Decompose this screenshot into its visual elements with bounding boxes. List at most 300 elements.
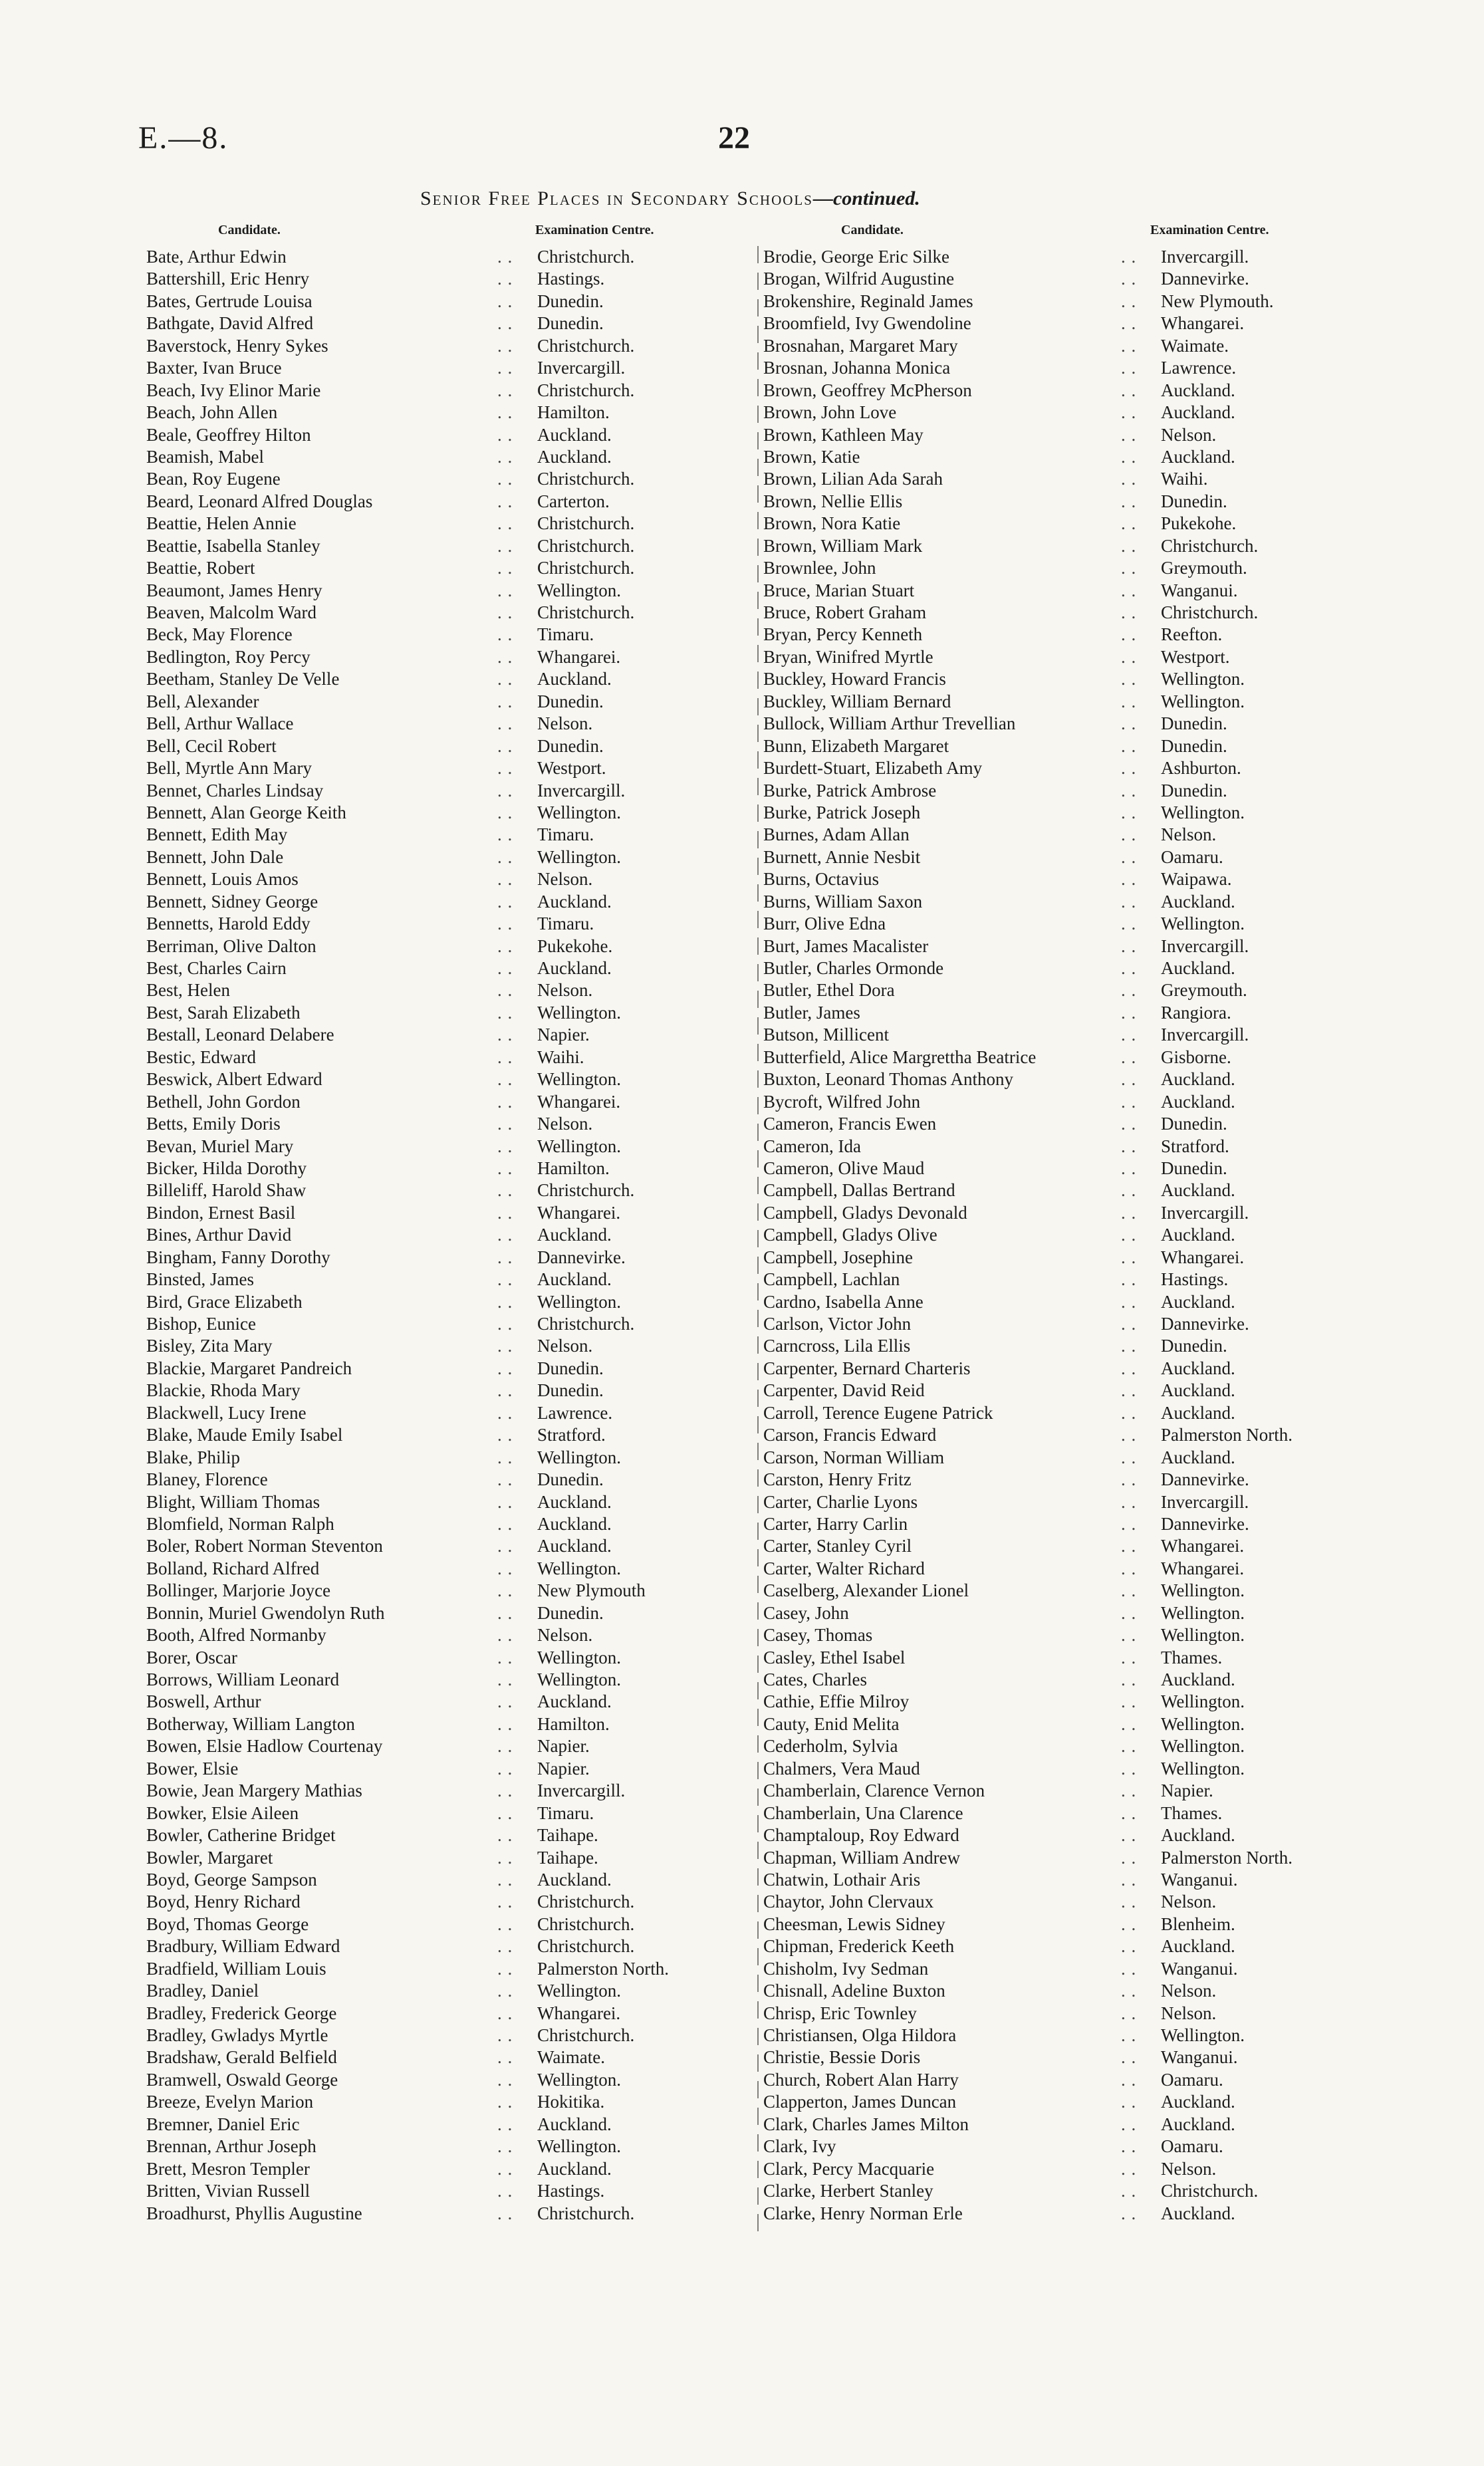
candidate-row [146, 1247, 731, 1269]
candidate-row [146, 1024, 731, 1046]
candidate-name: Cates, Charles [763, 1669, 867, 1689]
candidate-row [763, 1024, 1335, 1046]
candidate-name: Bestall, Leonard Delabere [146, 1025, 334, 1045]
candidate-row [146, 602, 731, 624]
candidate-name: Bell, Cecil Robert [146, 735, 277, 756]
candidate-row [763, 1113, 1335, 1135]
examination-centre: . . Stratford. [1161, 1136, 1229, 1158]
candidate-name: Bennett, John Dale [146, 846, 284, 867]
left-column [146, 246, 731, 2225]
candidate-name: Clapperton, James Duncan [763, 2092, 957, 2112]
examination-centre: . . Whangarei. [537, 1202, 620, 1224]
examination-centre: . . Auckland. [537, 2114, 612, 2136]
examination-centre: . . Wellington. [1161, 1758, 1245, 1780]
candidate-name: Baverstock, Henry Sykes [146, 335, 328, 356]
examination-centre: . . Auckland. [537, 668, 612, 690]
examination-centre: . . Waimate. [537, 2046, 605, 2068]
candidate-name: Bennet, Charles Lindsay [146, 780, 324, 801]
examination-centre: . . Waihi. [1161, 468, 1208, 490]
examination-centre: . . Hokitika. [537, 2091, 604, 2113]
candidate-row [763, 802, 1335, 824]
candidate-row [146, 1002, 731, 1024]
candidate-row [763, 1802, 1335, 1824]
candidate-row [763, 1980, 1335, 2002]
examination-centre: . . Auckland. [537, 446, 612, 468]
candidate-name: Bisley, Zita Mary [146, 1336, 273, 1356]
candidate-row [763, 1847, 1335, 1869]
candidate-row [146, 1580, 731, 1602]
candidate-name: Bryan, Winifred Myrtle [763, 646, 933, 667]
examination-centre: . . Dunedin. [537, 691, 604, 713]
examination-centre: . . Palmerston North. [1161, 1424, 1293, 1446]
candidate-name: Chamberlain, Clarence Vernon [763, 1781, 985, 1801]
candidate-name: Bicker, Hilda Dorothy [146, 1158, 307, 1178]
candidate-name: Blight, William Thomas [146, 1491, 320, 1512]
examination-centre: . . Lawrence. [1161, 357, 1236, 379]
examination-centre: . . Hamilton. [537, 402, 610, 424]
candidate-name: Blackie, Margaret Pandreich [146, 1358, 352, 1378]
candidate-name: Bruce, Marian Stuart [763, 580, 915, 600]
candidate-name: Burt, James Macalister [763, 935, 929, 956]
examination-centre: . . Palmerston North. [1161, 1847, 1293, 1869]
examination-centre: . . Wellington. [537, 1558, 621, 1580]
candidate-row [763, 1913, 1335, 1935]
examination-centre: . . Nelson. [537, 713, 592, 735]
candidate-row [763, 2046, 1335, 2068]
candidate-name: Botherway, William Langton [146, 1713, 355, 1734]
candidate-name: Casley, Ethel Isabel [763, 1647, 906, 1667]
candidate-name: Christiansen, Olga Hildora [763, 2025, 957, 2045]
candidate-name: Chisholm, Ivy Sedman [763, 1958, 929, 1979]
candidate-name: Bell, Alexander [146, 691, 259, 711]
candidate-row [763, 1535, 1335, 1557]
examination-centre: . . Auckland. [1161, 1358, 1235, 1380]
candidate-name: Brown, John Love [763, 402, 897, 423]
candidate-row [763, 1891, 1335, 1913]
candidate-name: Butterfield, Alice Margrettha Beatrice [763, 1047, 1037, 1067]
candidate-name: Campbell, Josephine [763, 1247, 913, 1267]
examination-centre: . . Auckland. [537, 1535, 612, 1557]
candidate-row [763, 668, 1335, 690]
examination-centre: . . Thames. [1161, 1647, 1222, 1669]
examination-centre: . . Dannevirke. [1161, 1513, 1249, 1535]
candidate-row [146, 1913, 731, 1935]
examination-centre: . . Wellington. [537, 1068, 621, 1090]
examination-centre: . . Wellington. [1161, 2025, 1245, 2046]
candidate-name: Burke, Patrick Ambrose [763, 780, 937, 801]
page-title [420, 187, 1085, 210]
candidate-name: Brown, Nellie Ellis [763, 491, 903, 511]
examination-centre: . . Timaru. [537, 624, 594, 646]
candidate-name: Bollinger, Marjorie Joyce [146, 1580, 331, 1601]
candidate-row [146, 246, 731, 268]
candidate-name: Carston, Henry Fritz [763, 1469, 912, 1490]
candidate-row [763, 1469, 1335, 1491]
candidate-row [146, 580, 731, 602]
candidate-name: Cederholm, Sylvia [763, 1736, 898, 1757]
candidate-name: Clark, Percy Macquarie [763, 2158, 935, 2179]
candidate-row [146, 1535, 731, 1557]
candidate-name: Bowen, Elsie Hadlow Courtenay [146, 1736, 383, 1757]
examination-centre: . . Hastings. [1161, 1269, 1228, 1291]
candidate-name: Blake, Philip [146, 1447, 240, 1467]
candidate-name: Brosnan, Johanna Monica [763, 358, 951, 378]
examination-centre: . . Dunedin. [1161, 780, 1227, 802]
candidate-row [763, 1735, 1335, 1757]
examination-centre: . . Wellington. [1161, 1624, 1245, 1646]
candidate-row [763, 513, 1335, 535]
candidate-row [763, 380, 1335, 402]
examination-centre: . . Wellington. [1161, 1602, 1245, 1624]
candidate-name: Bean, Roy Eugene [146, 469, 281, 489]
examination-centre: . . Whangarei. [1161, 312, 1244, 334]
examination-centre: . . Wellington. [1161, 1691, 1245, 1713]
examination-centre: . . Whangarei. [537, 1091, 620, 1113]
examination-centre: . . Dunedin. [537, 291, 604, 312]
candidate-name: Beaumont, James Henry [146, 580, 322, 600]
left-candidate-header: Candidate. [218, 223, 281, 237]
examination-centre: . . Whangarei. [1161, 1558, 1244, 1580]
candidate-row [146, 2025, 731, 2046]
candidate-row [763, 1669, 1335, 1691]
candidate-row [763, 1824, 1335, 1846]
examination-centre: . . Christchurch. [537, 335, 634, 357]
candidate-row [763, 1758, 1335, 1780]
candidate-name: Carpenter, Bernard Charteris [763, 1358, 971, 1378]
candidate-row [763, 1291, 1335, 1313]
candidate-row [146, 357, 731, 379]
candidate-row [763, 1447, 1335, 1469]
candidate-row [763, 2003, 1335, 2025]
candidate-name: Campbell, Lachlan [763, 1269, 900, 1290]
candidate-row [763, 580, 1335, 602]
candidate-row [763, 1335, 1335, 1357]
candidate-row [763, 1202, 1335, 1224]
examination-centre: . . Wellington. [537, 2069, 621, 2091]
candidate-name: Boyd, Thomas George [146, 1913, 309, 1934]
examination-centre: . . Hamilton. [537, 1158, 610, 1179]
examination-centre: . . Palmerston North. [537, 1958, 669, 1980]
candidate-name: Beaven, Malcolm Ward [146, 602, 316, 622]
candidate-row [146, 1424, 731, 1446]
examination-centre: . . Oamaru. [1161, 2136, 1223, 2158]
candidate-row [146, 1558, 731, 1580]
candidate-row [763, 1091, 1335, 1113]
candidate-row [146, 2046, 731, 2068]
examination-centre: . . Auckland. [1161, 1224, 1235, 1246]
candidate-row [146, 1780, 731, 1802]
candidate-name: Bowler, Catherine Bridget [146, 1825, 336, 1846]
candidate-row [763, 312, 1335, 334]
candidate-row [146, 1136, 731, 1158]
candidate-row [763, 1047, 1335, 1068]
examination-centre: . . Whangarei. [1161, 1247, 1244, 1269]
candidate-row [146, 1269, 731, 1291]
candidate-name: Beattie, Helen Annie [146, 513, 297, 534]
candidate-name: Blaney, Florence [146, 1469, 268, 1490]
candidate-name: Boyd, George Sampson [146, 1869, 317, 1890]
examination-centre: . . Dunedin. [537, 312, 604, 334]
candidate-row [763, 1713, 1335, 1735]
candidate-row [146, 624, 731, 646]
candidate-row [146, 1358, 731, 1380]
examination-centre: . . Wellington. [537, 580, 621, 602]
candidate-name: Burnes, Adam Allan [763, 824, 910, 845]
candidate-name: Church, Robert Alan Harry [763, 2069, 959, 2090]
candidate-row [763, 646, 1335, 668]
examination-centre: . . Dunedin. [1161, 713, 1227, 735]
examination-centre: . . Auckland. [1161, 1447, 1235, 1469]
candidate-name: Brett, Mesron Templer [146, 2158, 310, 2179]
examination-centre: . . Auckland. [1161, 957, 1235, 979]
candidate-row [146, 2203, 731, 2225]
examination-centre: . . Greymouth. [1161, 557, 1247, 579]
candidate-row [763, 735, 1335, 757]
examination-centre: . . Christchurch. [537, 513, 634, 535]
candidate-row [763, 1002, 1335, 1024]
candidate-row [763, 713, 1335, 735]
candidate-row [146, 824, 731, 846]
examination-centre: . . Wellington. [1161, 1735, 1245, 1757]
candidate-name: Blackwell, Lucy Irene [146, 1402, 307, 1423]
candidate-row [146, 1691, 731, 1713]
candidate-row [763, 535, 1335, 557]
candidate-row [146, 846, 731, 868]
candidate-name: Beswick, Albert Edward [146, 1069, 322, 1090]
candidate-name: Chrisp, Eric Townley [763, 2003, 917, 2023]
examination-centre: . . Taihape. [537, 1824, 598, 1846]
page-number: 22 [718, 120, 750, 156]
candidate-name: Bower, Elsie [146, 1758, 239, 1779]
candidate-row [763, 246, 1335, 268]
examination-centre: . . Hastings. [537, 268, 604, 290]
candidate-row [146, 1958, 731, 1980]
candidate-name: Bruce, Robert Graham [763, 602, 927, 622]
candidate-row [146, 291, 731, 312]
candidate-name: Bycroft, Wilfred John [763, 1091, 921, 1112]
examination-centre: . . Invercargill. [537, 357, 625, 379]
candidate-row [146, 979, 731, 1001]
examination-centre: . . Wellington. [537, 846, 621, 868]
examination-centre: . . Wellington. [1161, 668, 1245, 690]
candidate-name: Clark, Ivy [763, 2136, 836, 2157]
candidate-row [763, 335, 1335, 357]
candidate-name: Beamish, Mabel [146, 446, 264, 467]
candidate-row [763, 624, 1335, 646]
candidate-row [146, 1291, 731, 1313]
examination-centre: . . Auckland. [1161, 2114, 1235, 2136]
candidate-row [146, 1891, 731, 1913]
candidate-row [146, 2158, 731, 2180]
candidate-row [763, 1402, 1335, 1424]
candidate-row [763, 1247, 1335, 1269]
examination-centre: . . Dunedin. [1161, 735, 1227, 757]
examination-centre: . . Nelson. [1161, 2158, 1216, 2180]
examination-centre: . . Christchurch. [537, 1913, 634, 1935]
examination-centre: . . Dunedin. [537, 1469, 604, 1491]
examination-centre: . . Auckland. [1161, 2203, 1235, 2225]
candidate-name: Brown, William Mark [763, 535, 923, 556]
candidate-row [146, 1980, 731, 2002]
candidate-row [146, 735, 731, 757]
candidate-row [146, 1758, 731, 1780]
examination-centre: . . Invercargill. [1161, 1491, 1249, 1513]
examination-centre: . . Wellington. [537, 802, 621, 824]
candidate-row [763, 1958, 1335, 1980]
examination-centre: . . Wellington. [1161, 691, 1245, 713]
candidate-name: Borrows, William Leonard [146, 1669, 340, 1689]
candidate-row [146, 468, 731, 490]
candidate-row [763, 1380, 1335, 1402]
candidate-row [763, 1691, 1335, 1713]
examination-centre: . . Nelson. [537, 868, 592, 890]
candidate-name: Carncross, Lila Ellis [763, 1336, 911, 1356]
examination-centre: . . Dunedin. [537, 1602, 604, 1624]
candidate-row [146, 380, 731, 402]
candidate-row [146, 335, 731, 357]
candidate-name: Boswell, Arthur [146, 1691, 261, 1712]
candidate-name: Bonnin, Muriel Gwendolyn Ruth [146, 1602, 385, 1623]
candidate-name: Carroll, Terence Eugene Patrick [763, 1402, 993, 1423]
examination-centre: . . Auckland. [1161, 1068, 1235, 1090]
candidate-row [763, 2114, 1335, 2136]
candidate-row [763, 402, 1335, 424]
examination-centre: . . Christchurch. [537, 557, 634, 579]
candidate-row [763, 268, 1335, 290]
candidate-name: Bunn, Elizabeth Margaret [763, 735, 949, 756]
examination-centre: . . Nelson. [1161, 424, 1216, 446]
candidate-row [763, 1624, 1335, 1646]
examination-centre: . . Waipawa. [1161, 868, 1232, 890]
candidate-name: Casey, John [763, 1602, 849, 1623]
candidate-name: Best, Helen [146, 980, 230, 1001]
candidate-name: Bennett, Louis Amos [146, 869, 299, 890]
examination-centre: . . Oamaru. [1161, 2069, 1223, 2091]
examination-centre: . . Auckland. [1161, 1402, 1235, 1424]
examination-centre: . . Wellington. [537, 1669, 621, 1691]
candidate-row [763, 1424, 1335, 1446]
examination-centre: . . Wanganui. [1161, 2046, 1238, 2068]
candidate-name: Brown, Nora Katie [763, 513, 901, 534]
candidate-name: Carlson, Victor John [763, 1314, 912, 1334]
examination-centre: . . Christchurch. [537, 380, 634, 402]
examination-centre: . . Thames. [1161, 1802, 1222, 1824]
candidate-name: Casey, Thomas [763, 1625, 873, 1646]
candidate-name: Beetham, Stanley De Velle [146, 669, 340, 689]
candidate-name: Bullock, William Arthur Trevellian [763, 713, 1016, 734]
examination-centre: . . Wellington. [1161, 1580, 1245, 1602]
examination-centre: . . Auckland. [1161, 1291, 1235, 1313]
candidate-name: Buckley, Howard Francis [763, 669, 946, 689]
examination-centre: . . Christchurch. [537, 1891, 634, 1913]
candidate-row [146, 491, 731, 513]
candidate-name: Chamberlain, Una Clarence [763, 1802, 963, 1823]
candidate-name: Bremner, Daniel Eric [146, 2114, 300, 2134]
examination-centre: . . Nelson. [537, 1335, 592, 1357]
examination-centre: . . Christchurch. [537, 468, 634, 490]
candidate-row [763, 357, 1335, 379]
examination-centre: . . Auckland. [537, 424, 612, 446]
examination-centre: . . Auckland. [537, 2158, 612, 2180]
examination-centre: . . New Plymouth [537, 1580, 646, 1602]
examination-centre: . . Ashburton. [1161, 757, 1241, 779]
candidate-name: Bradshaw, Gerald Belfield [146, 2047, 337, 2068]
candidate-row [763, 757, 1335, 779]
candidate-row [146, 535, 731, 557]
candidate-row [146, 935, 731, 957]
candidate-row [763, 1224, 1335, 1246]
candidate-name: Cardno, Isabella Anne [763, 1291, 924, 1312]
candidate-name: Chatwin, Lothair Aris [763, 1869, 921, 1890]
candidate-row [763, 1068, 1335, 1090]
candidate-row [146, 2003, 731, 2025]
candidate-name: Best, Sarah Elizabeth [146, 1002, 301, 1023]
candidate-row [763, 1179, 1335, 1201]
candidate-row [763, 2091, 1335, 2113]
examination-centre: . . Christchurch. [537, 1935, 634, 1957]
candidate-row [146, 1313, 731, 1335]
candidate-name: Burr, Olive Edna [763, 914, 886, 934]
examination-centre: . . Hamilton. [537, 1713, 610, 1735]
title-main: Senior Free Places in Secondary Schools [420, 187, 813, 209]
examination-centre: . . Dunedin. [1161, 1158, 1227, 1179]
examination-centre: . . Wellington. [537, 1647, 621, 1669]
examination-centre: . . Taihape. [537, 1847, 598, 1869]
candidate-row [146, 891, 731, 913]
candidate-row [763, 2069, 1335, 2091]
candidate-name: Campbell, Dallas Bertrand [763, 1180, 955, 1201]
candidate-name: Broadhurst, Phyllis Augustine [146, 2203, 362, 2223]
candidate-row [763, 491, 1335, 513]
examination-centre: . . Auckland. [1161, 1824, 1235, 1846]
candidate-row [763, 935, 1335, 957]
examination-centre: . . Oamaru. [1161, 846, 1223, 868]
candidate-name: Burnett, Annie Nesbit [763, 846, 921, 867]
candidate-name: Booth, Alfred Normanby [146, 1625, 326, 1646]
examination-centre: . . Auckland. [1161, 2091, 1235, 2113]
candidate-name: Bennett, Sidney George [146, 891, 318, 912]
right-candidate-header: Candidate. [841, 223, 904, 237]
candidate-name: Carter, Stanley Cyril [763, 1536, 912, 1556]
examination-centre: . . Lawrence. [537, 1402, 612, 1424]
examination-centre: . . Reefton. [1161, 624, 1222, 646]
examination-centre: . . Wanganui. [1161, 580, 1238, 602]
examination-centre: . . Auckland. [537, 1513, 612, 1535]
candidate-row [146, 1179, 731, 1201]
examination-centre: . . Timaru. [537, 824, 594, 846]
candidate-row [146, 1669, 731, 1691]
candidate-name: Butson, Millicent [763, 1025, 889, 1045]
candidate-name: Bowler, Margaret [146, 1847, 273, 1868]
candidate-row [146, 402, 731, 424]
examination-centre: . . Dannevirke. [1161, 1469, 1249, 1491]
examination-centre: . . Christchurch. [537, 602, 634, 624]
candidate-name: Bradbury, William Edward [146, 1936, 340, 1957]
candidate-row [146, 1802, 731, 1824]
candidate-name: Brown, Geoffrey McPherson [763, 380, 972, 400]
examination-centre: . . New Plymouth. [1161, 291, 1274, 312]
candidate-row [146, 1335, 731, 1357]
candidate-name: Brosnahan, Margaret Mary [763, 335, 958, 356]
candidate-row [146, 1847, 731, 1869]
candidate-name: Boler, Robert Norman Steventon [146, 1536, 383, 1556]
candidate-row [763, 1580, 1335, 1602]
candidate-row [763, 846, 1335, 868]
left-centre-header: Examination Centre. [535, 223, 654, 237]
candidate-row [763, 691, 1335, 713]
candidate-name: Buxton, Leonard Thomas Anthony [763, 1069, 1013, 1090]
examination-centre: . . Nelson. [537, 979, 592, 1001]
